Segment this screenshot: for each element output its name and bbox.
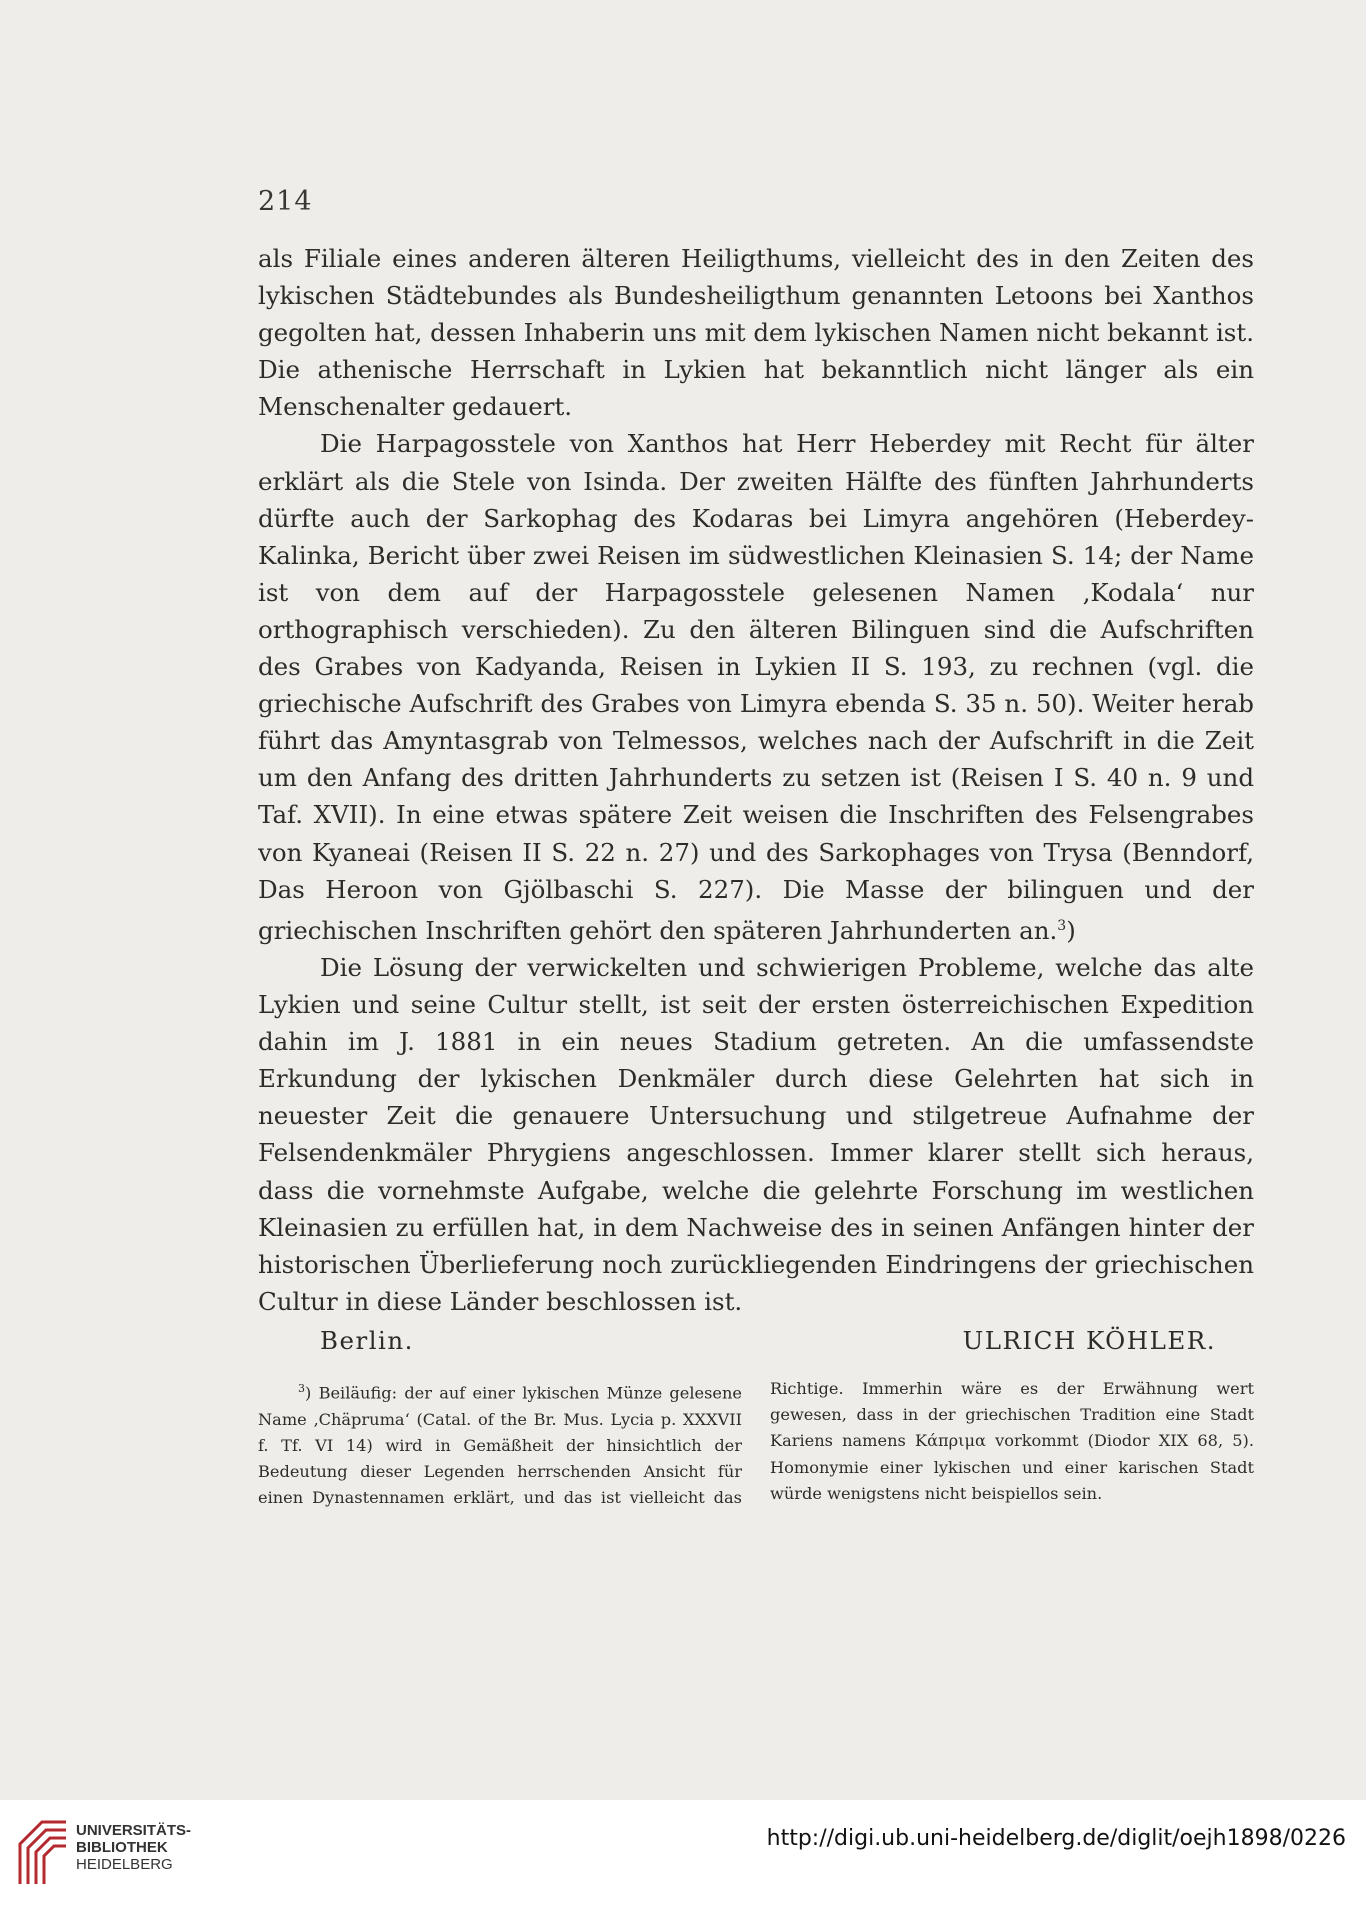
paragraph-1: als Filiale eines anderen älteren Heiligthums, vielleicht des in den Zeiten des lykischen Städtebundes als Bundesheiligthum genannten Letoons bei Xanthos gegolten hat, dessen Inhaberin uns mit dem lykischen Namen nicht bekannt ist. Die athenische Herrschaft in Lykien hat bekanntlich nicht länger als ein Menschenalter gedauert. (258, 244, 1254, 422)
footnote (258, 1376, 1254, 1511)
footnote-text: $^3$) Beiläufig: der auf einer lykischen Münze gelesene Name ‚Chäpruma‘ (Catal. of the Br. Mus. Lycia p. XXXVII f. Tf. VI 14) wird in Gemäßheit der hinsichtlich der Bedeutung dieser Legenden herrschenden Ansicht für einen Dynastennamen erklärt, und das ist vielleicht das Richtige. Immerhin wäre es der Erwähnung wert gewesen, dass in der griechischen Tradition eine Stadt Kariens namens Κάπριμα vorkommt (Diodor XIX 68, 5). Homonymie einer lykischen und einer karischen Stadt würde wenigstens nicht beispiellos sein. (258, 1379, 1254, 1508)
library-name-line-1: UNIVERSITÄTS- (76, 1822, 192, 1839)
library-name (76, 1822, 191, 1873)
footnote-reference[interactable]: 3 (1057, 917, 1067, 934)
paragraph-3: Die Lösung der verwickelten und schwierigen Probleme, welche das alte Lykien und seine Cultur stellt, ist seit der ersten österreichischen Expedition dahin im J. 1881 in ein neues Stadium getreten. An die umfassendste Erkundung der lykischen Denkmäler durch diese Gelehrten hat sich in neuester Zeit die genauere Untersuchung und stilgetreue Aufnahme der Felsendenkmäler Phrygiens angeschlossen. Immer klarer stellt sich heraus, dass die vornehmste Aufgabe, welche die gelehrte Forschung im westlichen Kleinasien zu erfüllen hat, in dem Nachweise des in seinen Anfängen hinter der historischen Überlieferung noch zurückliegenden Eindringens der griechischen Cultur in diese Länder beschlossen ist. (258, 952, 1254, 1316)
footnote-body: Beiläufig: der auf einer lykischen Münze gelesene Name ‚Chäpruma‘ (Catal. of the Br. Mus. Lycia p. XXXVII f. Tf. VI 14) wird in Gemäßheit der hinsichtlich der Bedeutung dieser Legenden herrschenden Ansicht für einen Dynastennamen erklärt, und das ist vielleicht das Richtige. Immerhin wäre es der Erwähnung wert gewesen, dass in der griechischen Tradition eine Stadt Kariens namens Κάπριμα vorkommt (Diodor XIX 68, 5). Homonymie einer lykischen und einer karischen Stadt würde wenigstens nicht beispiellos sein. (258, 1379, 1254, 1508)
page-number: 214 (258, 186, 313, 217)
library-logo-icon (14, 1814, 72, 1890)
signature-author: ULRICH KÖHLER. (962, 1326, 1216, 1355)
permalink-url[interactable]: http://digi.ub.uni-heidelberg.de/diglit/oejh1898/0226 (766, 1826, 1346, 1851)
library-name-line-2: BIBLIOTHEK (76, 1839, 168, 1856)
paragraph-2-text: Die Harpagosstele von Xanthos hat Herr Heberdey mit Recht für älter erklärt als die Stele von Isinda. Der zweiten Hälfte des fünften Jahrhunderts dürfte auch der Sarkophag des Kodaras bei Limyra angehören (Heberdey-Kalinka, Bericht über zwei Reisen im südwestlichen Kleinasien S. 14; der Name ist von dem auf der Harpagosstele gelesenen Namen ‚Kodala‘ nur orthographisch verschieden). Zu den älteren Bilinguen sind die Aufschriften des Grabes von Kadyanda, Reisen in Lykien II S. 193, zu rechnen (vgl. die griechische Aufschrift des Grabes von Limyra ebenda S. 35 n. 50). Weiter herab führt das Amyntasgrab von Telmessos, welches nach der Aufschrift in die Zeit um den Anfang des dritten Jahrhunderts zu setzen ist (Reisen I S. 40 n. 9 und Taf. XVII). In eine etwas spätere Zeit weisen die Inschriften des Felsengrabes von Kyaneai (Reisen II S. 22 n. 27) und des Sarkophages von Trysa (Benndorf, Das Heroon von Gjölbaschi S. 227). Die Masse der bilinguen und der griechischen Inschriften gehört den späteren Jahrhunderten an. (258, 429, 1254, 945)
body-text (258, 240, 1254, 1320)
footer (0, 1800, 1366, 1906)
paragraph-2: Die Harpagosstele von Xanthos hat Herr Heberdey mit Recht für älter erklärt als die Stele von Isinda. Der zweiten Hälfte des fünften Jahrhunderts dürfte auch der Sarkophag des Kodaras bei Limyra angehören (Heberdey-Kalinka, Bericht über zwei Reisen im südwestlichen Kleinasien S. 14; der Name ist von dem auf der Harpagosstele gelesenen Namen ‚Kodala‘ nur orthographisch verschieden). Zu den älteren Bilinguen sind die Aufschriften des Grabes von Kadyanda, Reisen in Lykien II S. 193, zu rechnen (vgl. die griechische Aufschrift des Grabes von Limyra ebenda S. 35 n. 50). Weiter herab führt das Amyntasgrab von Telmessos, welches nach der Aufschrift in die Zeit um den Anfang des dritten Jahrhunderts zu setzen ist (Reisen I S. 40 n. 9 und Taf. XVII). In eine etwas spätere Zeit weisen die Inschriften des Felsengrabes von Kyaneai (Reisen II S. 22 n. 27) und des Sarkophages von Trysa (Benndorf, Das Heroon von Gjölbaschi S. 227). Die Masse der bilinguen und der griechischen Inschriften gehört den späteren Jahrhunderten an.$^3$) (258, 429, 1254, 945)
signature-place: Berlin. (320, 1326, 414, 1355)
footnote-marker: 3 (298, 1382, 305, 1395)
library-name-line-3: HEIDELBERG (76, 1856, 173, 1873)
